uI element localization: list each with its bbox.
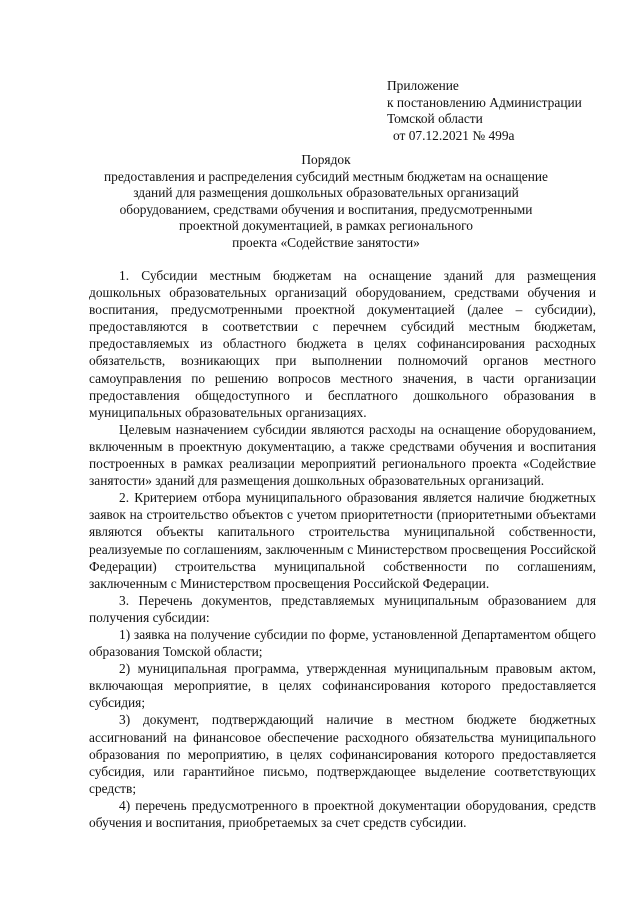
- list-item: 1) заявка на получение субсидии по форме, установленной Департаментом общего образования Томской области;: [89, 626, 596, 660]
- appendix-block: [387, 78, 582, 144]
- heading-line: зданий для размещения дошкольных образовательных организаций: [133, 185, 519, 201]
- heading-line: проекта «Содействие занятости»: [232, 234, 420, 250]
- heading-line: оборудованием, средствами обучения и воспитания, предусмотренными: [119, 201, 533, 217]
- list-item: 2) муниципальная программа, утвержденная муниципальным правовым актом, включающая мероприятие, в целях софинансирования которого предоставляется субсидия;: [89, 661, 596, 711]
- appendix-date: от 07.12.2021 № 499а: [393, 127, 515, 143]
- appendix-line: Томской области: [387, 111, 483, 127]
- appendix-line: Приложение: [387, 78, 459, 93]
- paragraph: Целевым назначением субсидии являются расходы на оснащение оборудованием, включенным в проектную документацию, а также средствами обучения и воспитания построенных в рамках реализации мероприятий регионального проекта «Содействие занятости» зданий для размещения дошкольных образовательных организаций.: [89, 421, 596, 489]
- heading-title: Порядок: [301, 152, 351, 167]
- document-heading: [96, 152, 556, 252]
- heading-line: проектной документацией, в рамках регионального: [178, 218, 474, 234]
- paragraph: 3. Перечень документов, представляемых муниципальным образованием для получения субсидии:: [89, 592, 596, 625]
- heading-line: предоставления и распределения субсидий местным бюджетам на оснащение: [104, 168, 548, 184]
- paragraph: 2. Критерием отбора муниципального образования является наличие бюджетных заявок на строительство объектов с учетом приоритетности (приоритетными объектами являются объекты капитального строительства муниципальной собственности, реализуемые по соглашениям, заключенным с Министерством просвещения Российской Федерации) строительства муниципальной собственности по соглашениям, заключенным с Министерством просвещения Российской Федерации.: [89, 490, 596, 591]
- list-item: 4) перечень предусмотренного в проектной документации оборудования, средств обучения и воспитания, приобретаемых за счет средств субсидии.: [89, 797, 596, 830]
- paragraph: 1. Субсидии местным бюджетам на оснащение зданий для размещения дошкольных образовательных организаций оборудованием, средствами обучения и воспитания, предусмотренными проектной документацией (далее – субсидии), предоставляются в соответствии с перечнем субсидий местным бюджетам, предоставляемых из областного бюджета в целях софинансирования расходных обязательств, возникающих при выполнении полномочий органов местного самоуправления по решению вопросов местного значения, в части организации предоставления общедоступного и бесплатного дошкольного образования в муниципальных образовательных организациях.: [89, 268, 596, 420]
- list-item: 3) документ, подтверждающий наличие в местном бюджете бюджетных ассигнований на финансовое обеспечение расходного обязательства муниципального образования по мероприятию, в целях софинансирования которого предоставляется субсидия, или гарантийное письмо, подтверждающее выделение соответствующих средств;: [89, 712, 596, 796]
- document-body: [89, 267, 596, 831]
- appendix-line: к постановлению Администрации: [387, 94, 582, 110]
